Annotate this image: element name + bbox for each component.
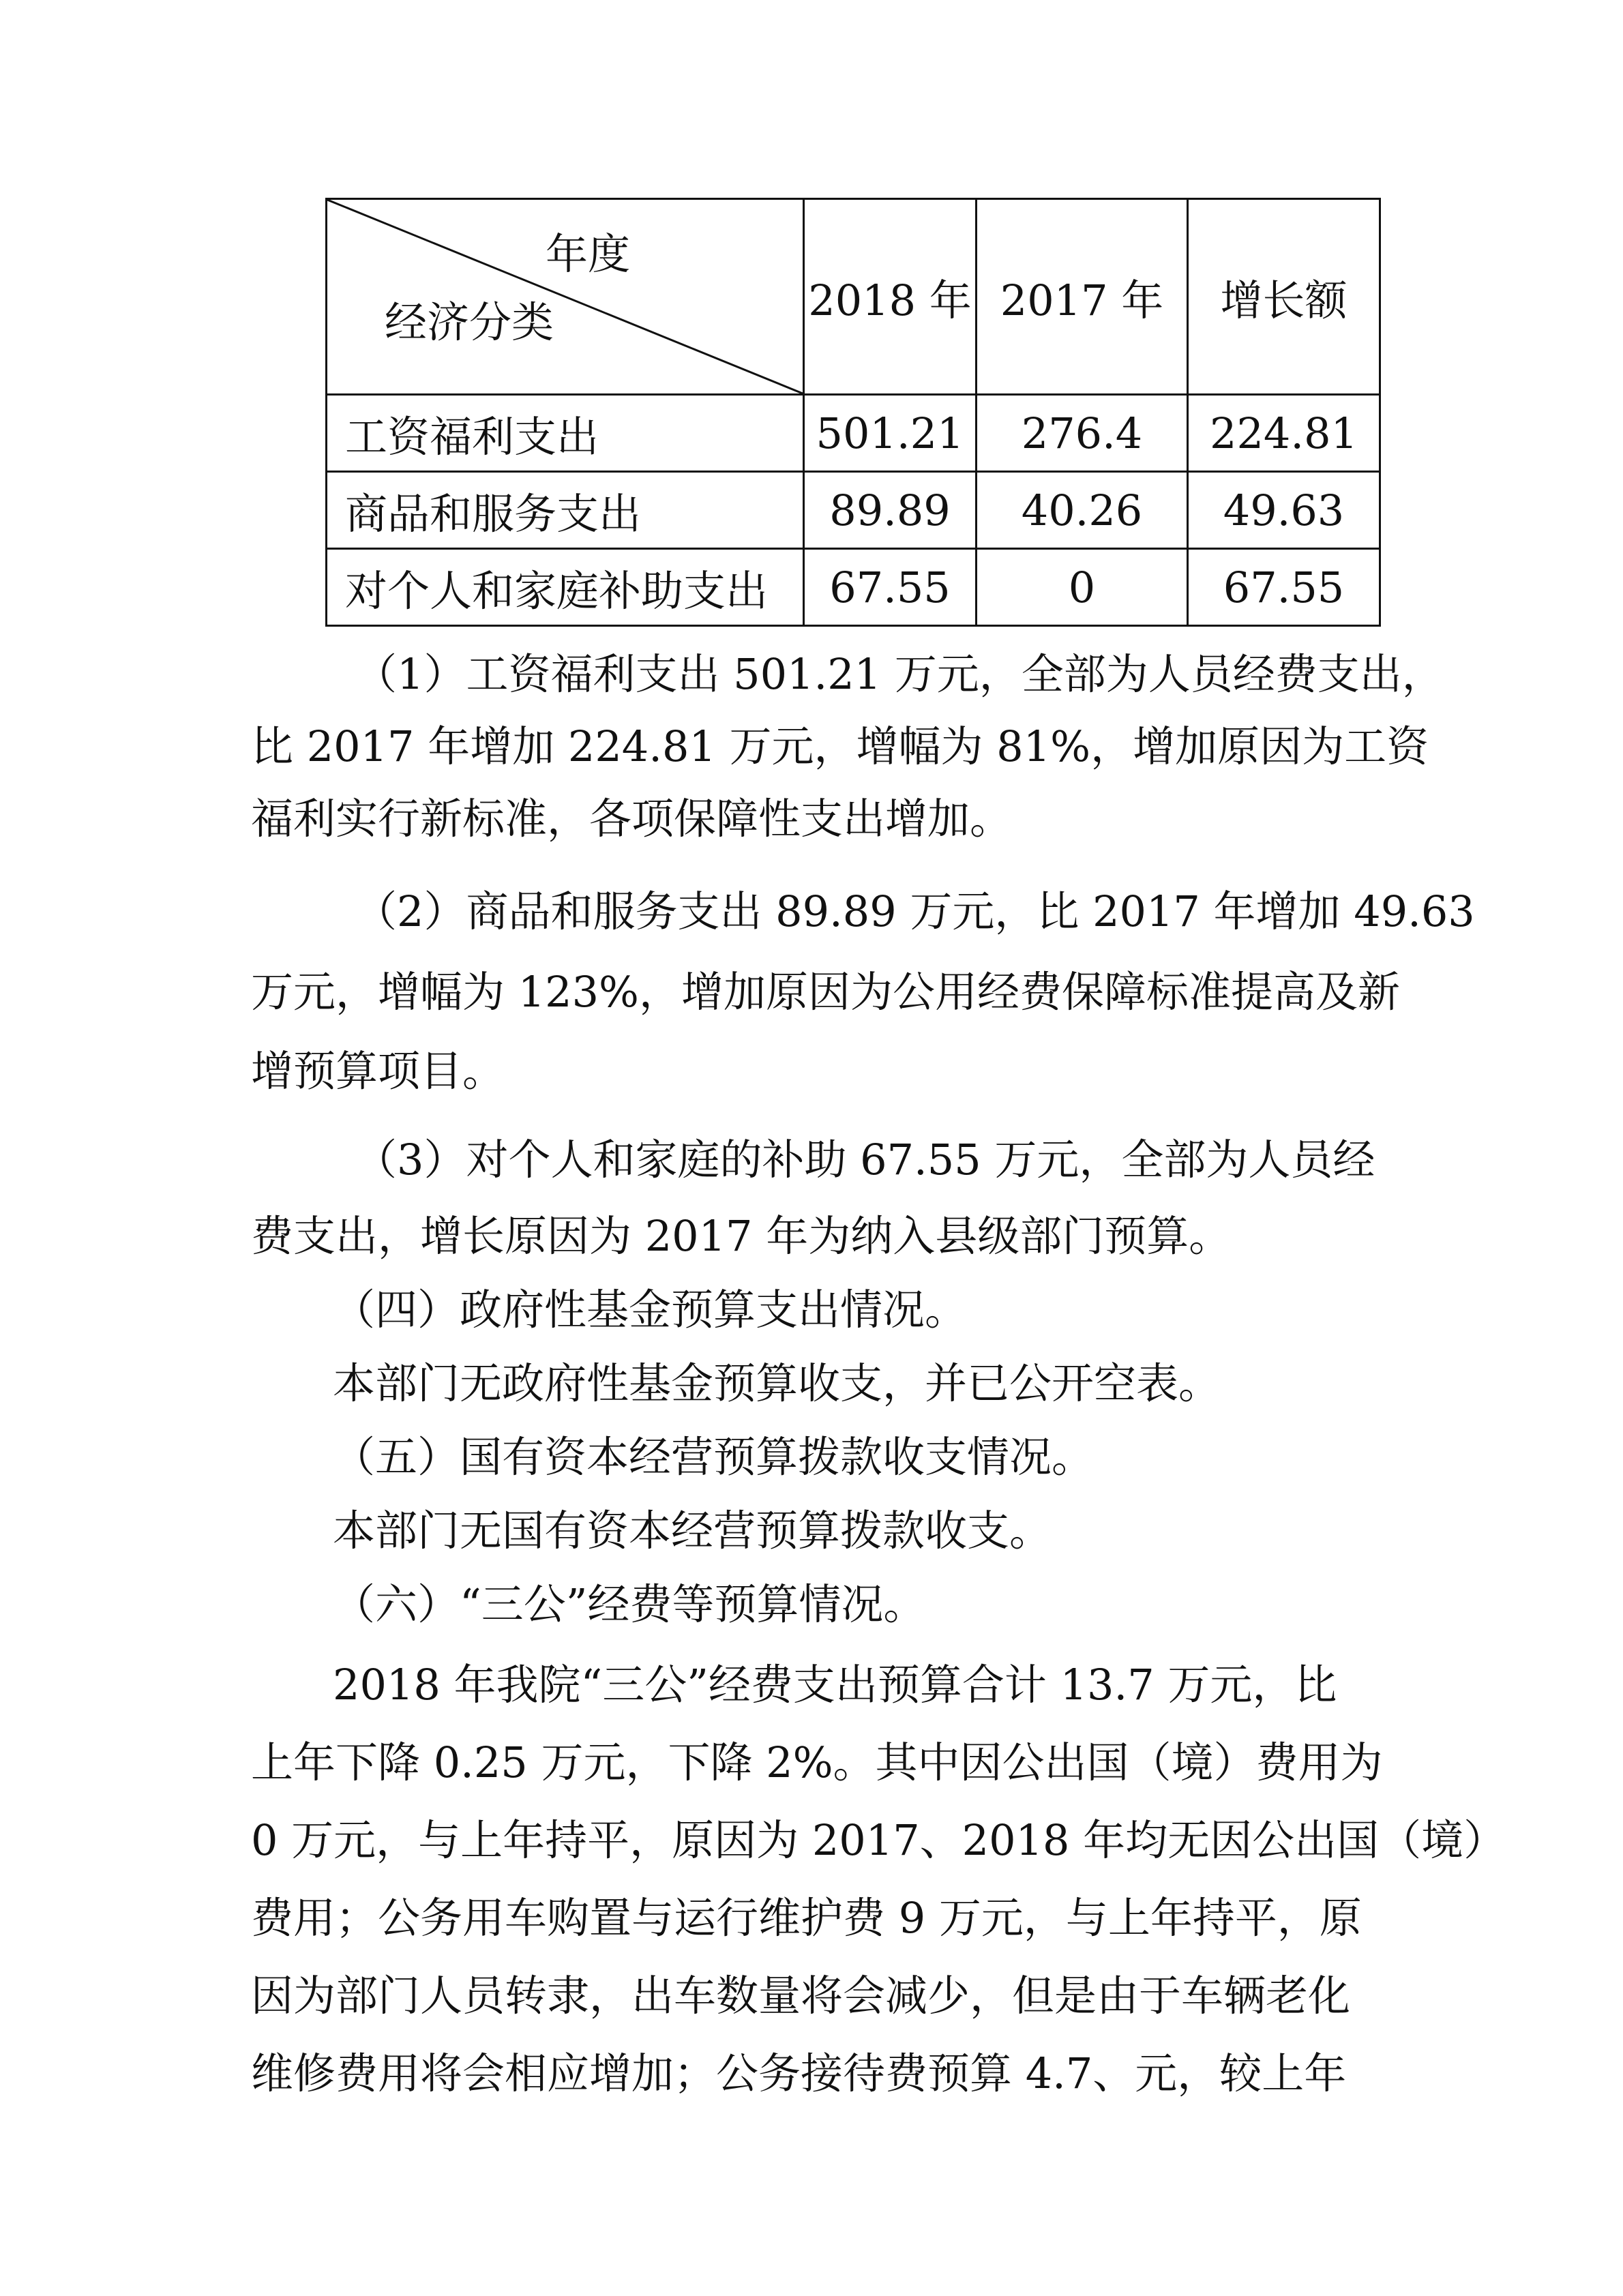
paragraph-line: 费用；公务用车购置与运行维护费 9 万元，与上年持平，原 — [251, 1893, 1362, 1943]
row-label: 工资福利支出 — [327, 395, 804, 472]
cell-2017: 0 — [977, 549, 1188, 626]
paragraph-line: 本部门无国有资本经营预算拨款收支。 — [333, 1506, 1052, 1555]
table-header-row — [327, 199, 1380, 395]
paragraph-line: 维修费用将会相应增加；公务接待费预算 4.7、元，较上年 — [251, 2048, 1347, 2098]
paragraph-line: 费支出，增长原因为 2017 年为纳入县级部门预算。 — [251, 1211, 1232, 1261]
table-row — [327, 549, 1380, 626]
header-2017: 2017 年 — [977, 199, 1188, 395]
table-row — [327, 395, 1380, 472]
paragraph-line: 比 2017 年增加 224.81 万元，增幅为 81%，增加原因为工资 — [251, 721, 1429, 771]
cell-2017: 276.4 — [977, 395, 1188, 472]
section-heading: （四）政府性基金预算支出情况。 — [333, 1285, 968, 1335]
header-growth: 增长额 — [1188, 199, 1380, 395]
paragraph-line: （1）工资福利支出 501.21 万元，全部为人员经费支出， — [355, 649, 1444, 699]
cell-2017: 40.26 — [977, 472, 1188, 549]
paragraph-line: 增预算项目。 — [251, 1046, 505, 1096]
cell-growth: 224.81 — [1188, 395, 1380, 472]
paragraph-line: 上年下降 0.25 万元，下降 2%。其中因公出国（境）费用为 — [251, 1738, 1383, 1787]
cell-growth: 49.63 — [1188, 472, 1380, 549]
paragraph-line: 0 万元，与上年持平，原因为 2017、2018 年均无因公出国（境） — [251, 1815, 1506, 1865]
table-row — [327, 472, 1380, 549]
row-label: 对个人和家庭补助支出 — [327, 549, 804, 626]
paragraph-line: 万元，增幅为 123%，增加原因为公用经费保障标准提高及新 — [251, 967, 1400, 1017]
diagonal-header-cell — [327, 199, 804, 395]
cell-growth: 67.55 — [1188, 549, 1380, 626]
budget-table — [325, 198, 1381, 627]
paragraph-line: 2018 年我院“三公”经费支出预算合计 13.7 万元，比 — [333, 1660, 1337, 1710]
cell-2018: 67.55 — [804, 549, 977, 626]
section-heading: （六）“三公”经费等预算情况。 — [333, 1579, 926, 1629]
diag-header-category: 经济分类 — [385, 297, 554, 347]
paragraph-line: 本部门无政府性基金预算收支，并已公开空表。 — [333, 1358, 1221, 1408]
section-heading: （五）国有资本经营预算拨款收支情况。 — [333, 1432, 1095, 1482]
paragraph-line: 因为部门人员转隶，出车数量将会减少，但是由于车辆老化 — [251, 1971, 1351, 2021]
paragraph-line: （2）商品和服务支出 89.89 万元，比 2017 年增加 49.63 — [355, 886, 1475, 936]
diag-header-year: 年度 — [546, 229, 631, 279]
paragraph-line: 福利实行新标准，各项保障性支出增加。 — [251, 794, 1013, 844]
row-label: 商品和服务支出 — [327, 472, 804, 549]
cell-2018: 501.21 — [804, 395, 977, 472]
header-2018: 2018 年 — [804, 199, 977, 395]
cell-2018: 89.89 — [804, 472, 977, 549]
paragraph-line: （3）对个人和家庭的补助 67.55 万元，全部为人员经 — [355, 1135, 1375, 1184]
